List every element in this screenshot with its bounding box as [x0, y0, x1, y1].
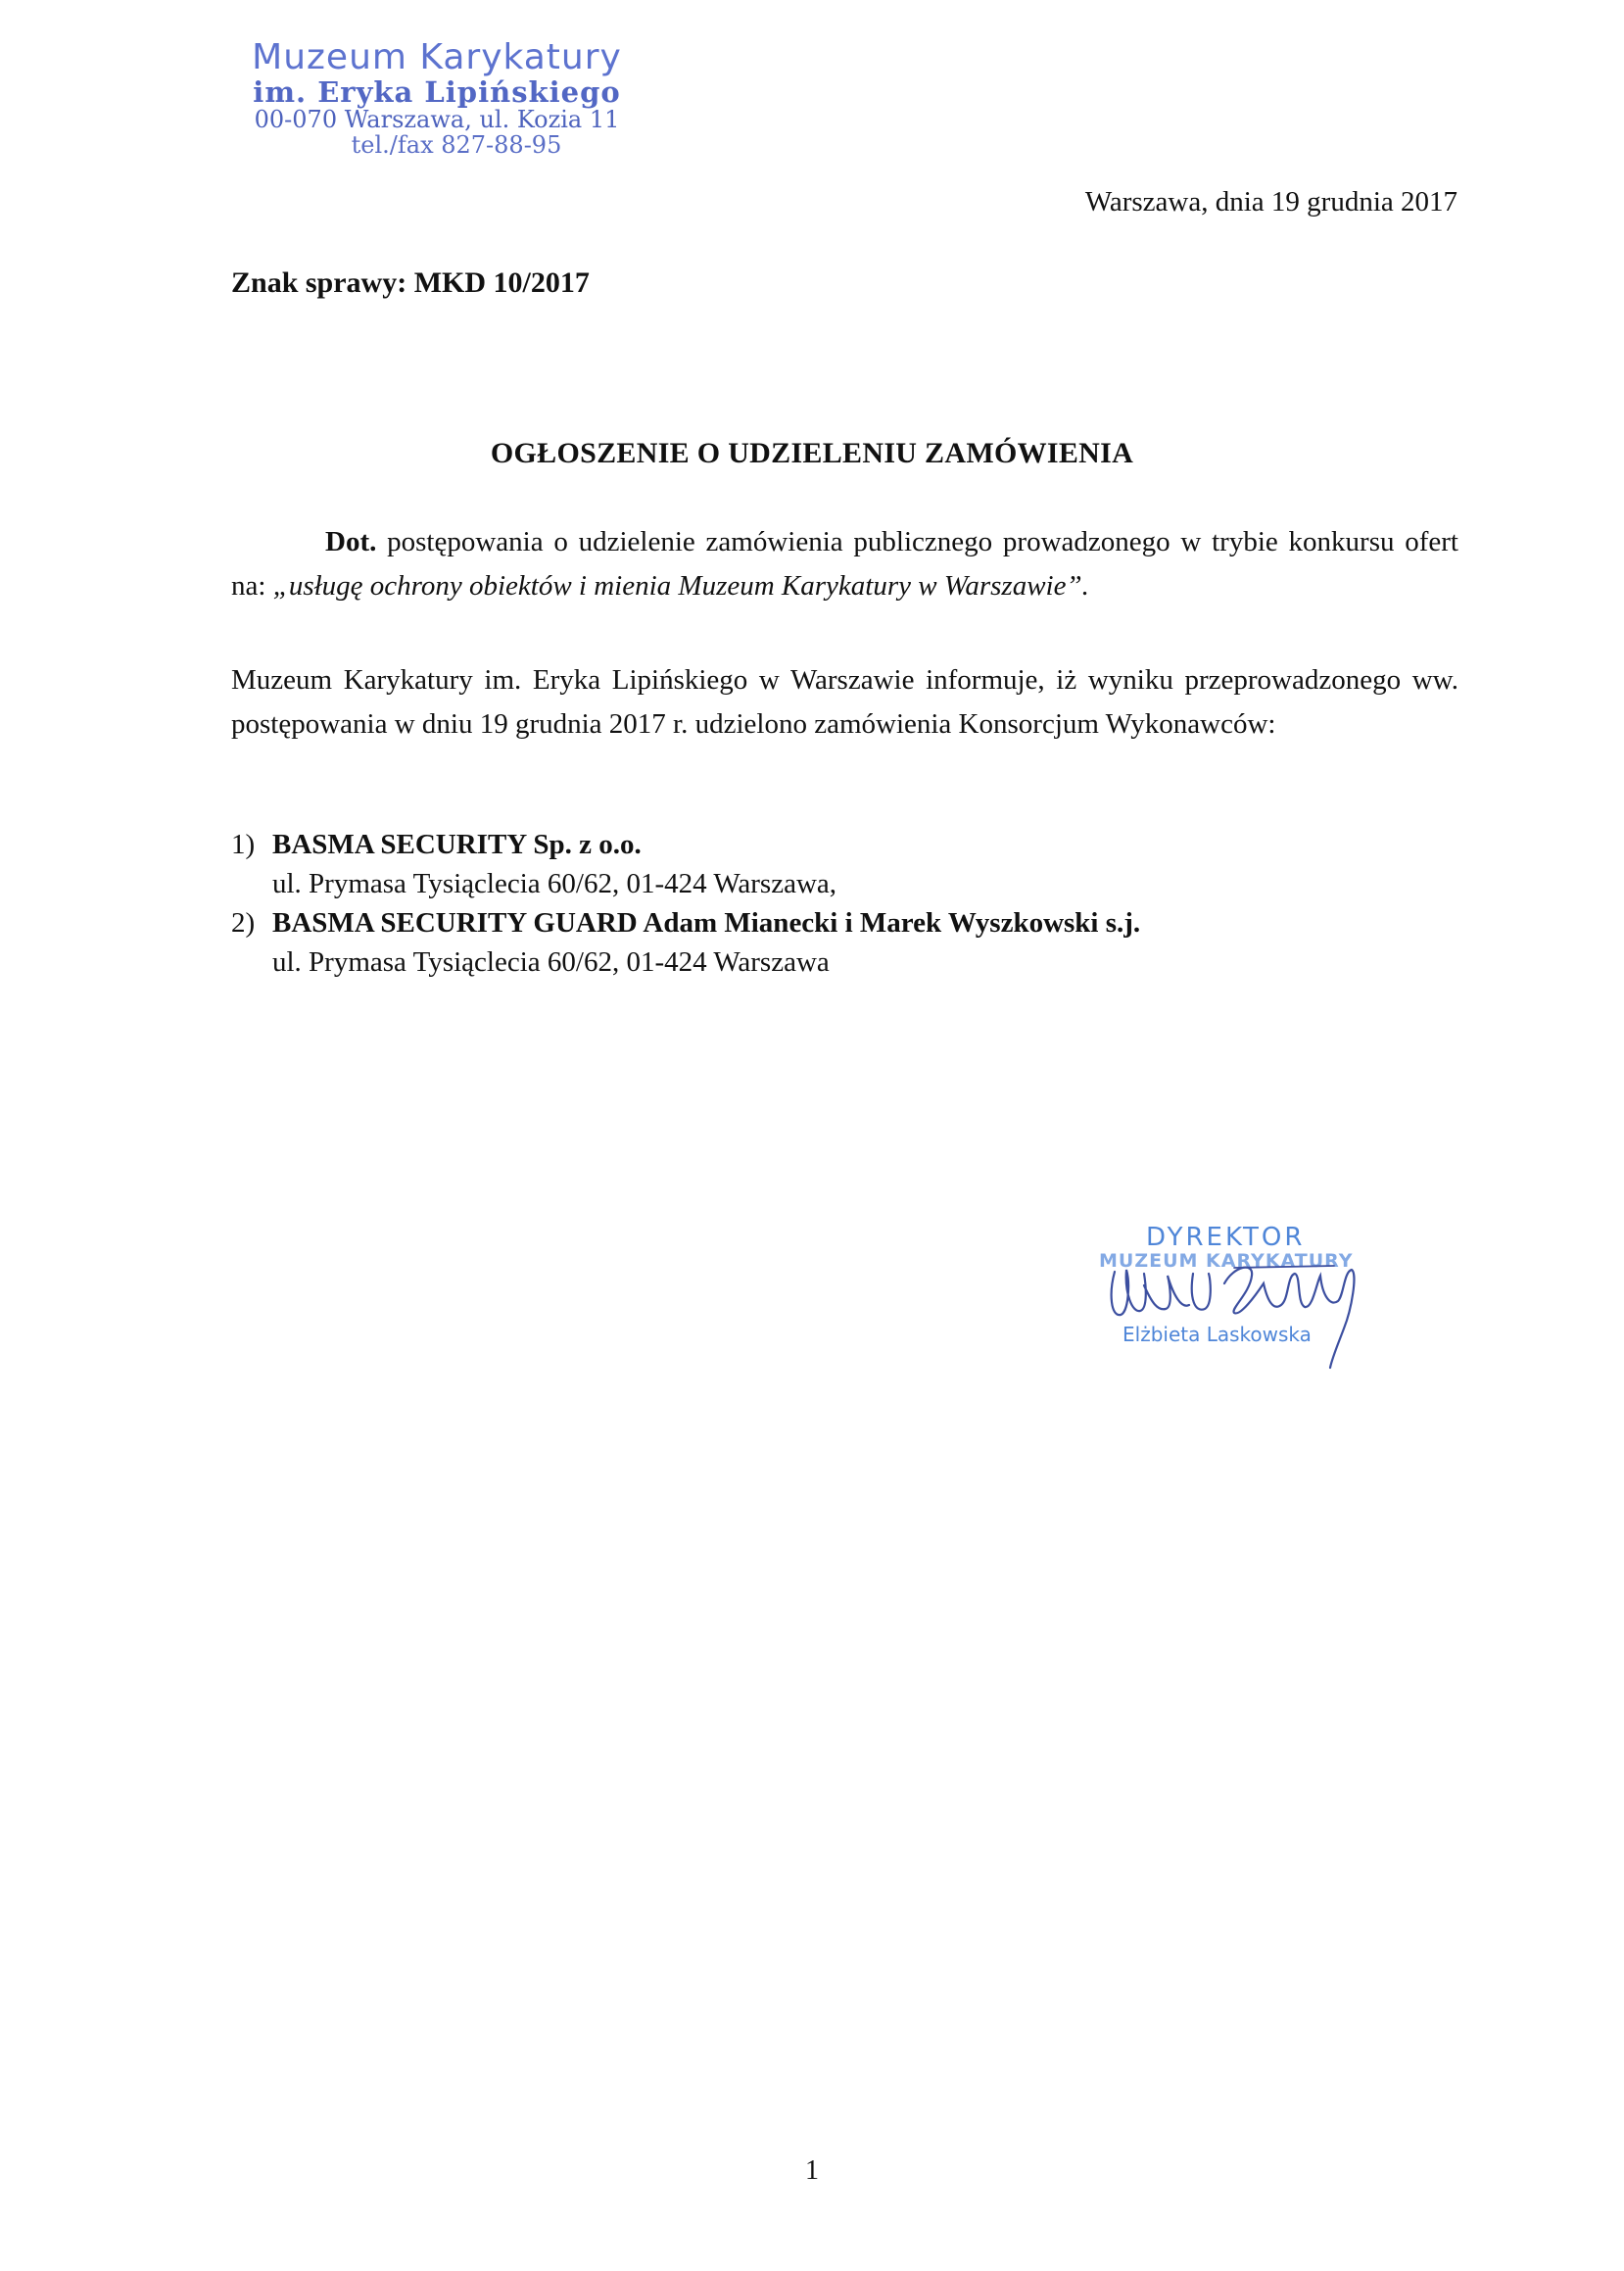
subject-lead: Dot. [325, 526, 377, 557]
director-signature-stamp [1087, 1215, 1381, 1391]
signature-name: Elżbieta Laskowska [1122, 1323, 1312, 1346]
contractor-item [231, 825, 1458, 903]
signature-institution: MUZEUM KARYKATURY [1099, 1250, 1354, 1272]
subject-paragraph [231, 520, 1458, 608]
contractor-name: BASMA SECURITY GUARD Adam Mianecki i Marek Wyszkowski s.j. [272, 907, 1141, 939]
contractor-address: ul. Prymasa Tysiąclecia 60/62, 01-424 Warszawa, [272, 868, 837, 899]
subject-title: „usługę ochrony obiektów i mienia Muzeum Karykatury w Warszawie”. [272, 570, 1089, 602]
contractor-number: 1) [231, 829, 256, 860]
stamp-patron-name: im. Eryka Lipińskiego [253, 74, 621, 109]
contractor-list [231, 825, 1458, 982]
document-title: OGŁOSZENIE O UDZIELENIU ZAMÓWIENIA [490, 437, 1134, 469]
stamp-museum-name: Muzeum Karykatury [252, 37, 622, 77]
document-date: Warszawa, dnia 19 grudnia 2017 [1084, 186, 1457, 217]
contractor-address: ul. Prymasa Tysiąclecia 60/62, 01-424 Warszawa [272, 946, 830, 978]
museum-address-stamp [231, 39, 643, 159]
contractor-item [231, 903, 1458, 982]
signature-title: DYREKTOR [1146, 1223, 1306, 1252]
subject-text: postępowania o udzielenie zamówienia publicznego prowadzonego w trybie konkursu ofert na: [231, 526, 1458, 602]
contractor-name: BASMA SECURITY Sp. z o.o. [272, 829, 642, 860]
stamp-phone: tel./fax 827-88-95 [351, 131, 562, 160]
case-reference: Znak sprawy: MKD 10/2017 [231, 266, 590, 299]
stamp-address: 00-070 Warszawa, ul. Kozia 11 [254, 106, 620, 134]
handwritten-signature-icon [1087, 1215, 1381, 1391]
page-number: 1 [805, 2155, 819, 2186]
contractor-number: 2) [231, 907, 256, 939]
award-paragraph: Muzeum Karykatury im. Eryka Lipińskiego w Warszawie informuje, iż wyniku przeprowadzonego ww. postępowania w dniu 19 grudnia 2017 r. udzielono zamówienia Konsorcjum Wykonawców: [231, 664, 1458, 740]
